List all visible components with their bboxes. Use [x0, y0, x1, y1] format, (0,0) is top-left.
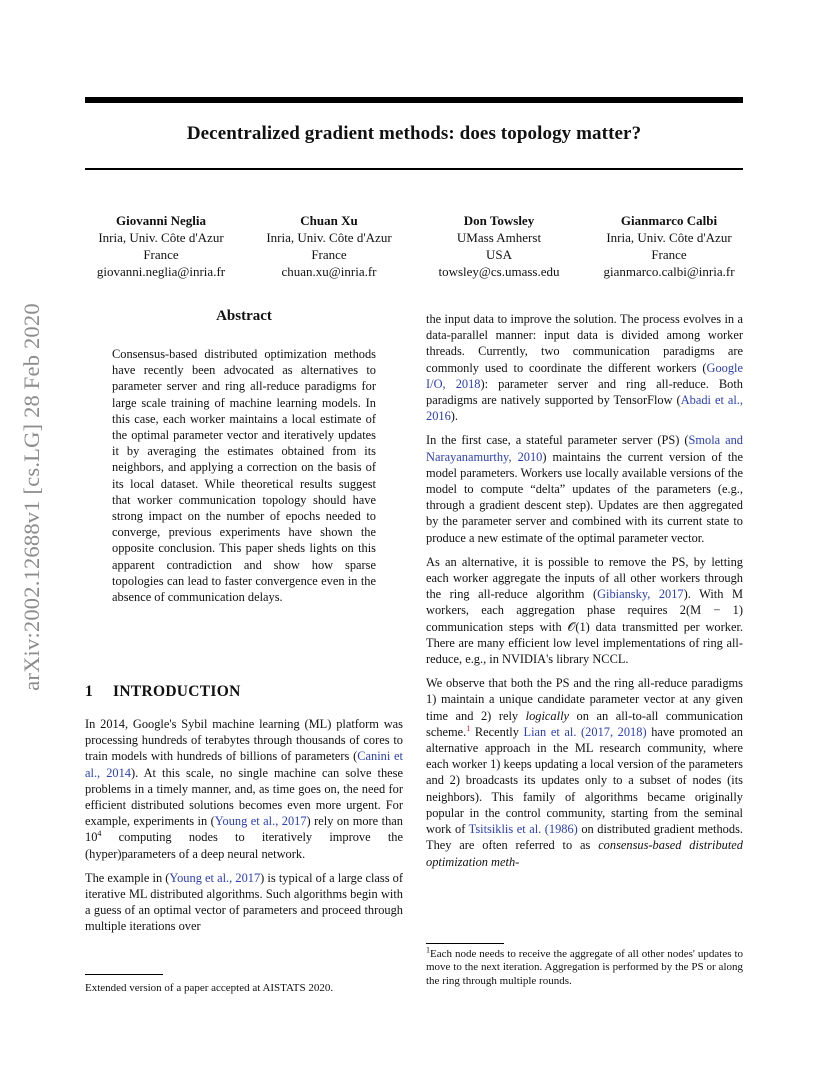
- paragraph: [426, 311, 743, 424]
- author-email: towsley@cs.umass.edu: [438, 264, 560, 279]
- text-run: ) is typical of a large class of iterative ML distributed algorithms. Such algorithms begin with a guess of an optimal vector of parameters and proceed through multiple iterations over: [85, 870, 403, 934]
- author-affiliation: Inria, Univ. Côte d'Azur: [266, 230, 392, 245]
- left-column-body: [85, 716, 403, 943]
- author-name: Don Towsley: [463, 213, 535, 228]
- author-country: France: [143, 247, 179, 262]
- text-run: ).: [450, 409, 459, 424]
- citation-link[interactable]: Google I/O, 2018: [426, 360, 743, 391]
- right-column-body: [426, 311, 743, 878]
- emphasis: consensus-based distributed optimization meth-: [426, 838, 743, 869]
- section-title: INTRODUCTION: [113, 683, 241, 700]
- abstract-heading: Abstract: [216, 308, 272, 324]
- footnote-right: [426, 945, 743, 988]
- text-run: As an alternative, it is possible to remove the PS, by letting each worker aggregate the inputs of all other workers through the ring all-reduce algorithm (: [426, 554, 743, 602]
- paper-title: Decentralized gradient methods: does topology matter?: [186, 123, 642, 144]
- author-block: [584, 212, 754, 280]
- text-run: on an all-to-all communication scheme.: [426, 708, 743, 739]
- text-run: We observe that both the PS and the ring all-reduce paradigms 1) maintain a unique candidate parameter vector at any given time and 2) rely: [426, 676, 743, 723]
- paragraph: [85, 870, 403, 935]
- footnote-left: Extended version of a paper accepted at AISTATS 2020.: [85, 982, 334, 994]
- section-number: 1: [85, 683, 94, 700]
- author-email: chuan.xu@inria.fr: [281, 264, 377, 279]
- citation-link[interactable]: Abadi et al., 2016: [426, 393, 743, 424]
- footnote-number: 1: [426, 945, 430, 955]
- author-name: Giovanni Neglia: [116, 213, 206, 228]
- author-name: Gianmarco Calbi: [620, 213, 718, 228]
- citation-link[interactable]: Lian et al. (2017, 2018): [523, 724, 647, 739]
- author-affiliation: UMass Amherst: [456, 230, 542, 245]
- author-affiliation: Inria, Univ. Côte d'Azur: [98, 230, 224, 245]
- citation-link[interactable]: Young et al., 2017: [214, 814, 307, 829]
- footnote-rule: [85, 974, 163, 975]
- title-top-rule: [85, 97, 743, 103]
- citation-link[interactable]: Gibiansky, 2017: [597, 587, 684, 602]
- abstract-text: Consensus-based distributed optimization methods have recently been advocated as alternatives to parameter server and ring all-reduce paradigms for large scale training of machine learning models. In this case, each worker maintains a local estimate of the optimal parameter vector and iteratively updates it by averaging the estimates obtained from its neighbors, and applying a correction on the basis of its local dataset. While theoretical results suggest that worker communication topology should have strong impact on the number of epochs needed to converge, previous experiments have shown the opposite conclusion. This paper sheds lights on this apparent contradiction and show how sparse topologies can lead to faster convergence even in the absence of communication delays.: [112, 347, 376, 605]
- text-run: ): parameter server and ring all-reduce. Both paradigms are natively supported by TensorFlow (: [426, 376, 743, 408]
- paragraph: [426, 432, 743, 545]
- text-run: In 2014, Google's Sybil machine learning (ML) platform was processing hundreds of terabytes through thousands of cores to train models with hundreds of billions of parameters (: [85, 717, 403, 764]
- text-run: ). At this scale, no single machine can solve these problems in a timely manner, and, as time goes on, the need for efficient distributed solutions becomes even more urgent. For example, experiments in (: [85, 765, 403, 829]
- paragraph: [85, 716, 403, 862]
- text-run: on distributed gradient methods. They are often referred to as: [426, 822, 743, 853]
- author-email: gianmarco.calbi@inria.fr: [603, 264, 735, 279]
- superscript: 4: [97, 829, 102, 839]
- text-run: In the first case, a stateful parameter server (PS) (: [426, 433, 689, 448]
- author-affiliation: Inria, Univ. Côte d'Azur: [606, 230, 732, 245]
- footnote-rule: [426, 943, 504, 944]
- emphasis: logically: [525, 708, 570, 723]
- text-run: have promoted an alternative approach in the ML research community, where each worker 1) keeps updating a local version of the parameters and 2) broadcasts its updates only to a subset of nodes (its neighbors). This family of algorithms became originally popular in the control community, starting from the seminal work of: [426, 724, 743, 837]
- author-email: giovanni.neglia@inria.fr: [96, 264, 226, 279]
- citation-link[interactable]: Canini et al., 2014: [85, 749, 403, 780]
- section-heading: [85, 683, 241, 701]
- author-block: [424, 212, 574, 280]
- citation-link[interactable]: Tsitsiklis et al. (1986): [468, 822, 578, 837]
- author-name: Chuan Xu: [300, 213, 358, 228]
- text-run: ) rely on more than 10: [85, 814, 403, 845]
- text-run: ) maintains the current version of the model parameters. Workers use locally available versions of the model to compute “delta” updates of the parameters (e.g., through a gradient descent step). Updates are then aggregated by the parameter server and combined with its current state to produce a new estimate of the optimal parameter vector.: [426, 449, 743, 545]
- title-bottom-rule: [85, 168, 743, 170]
- text-run: The example in (: [85, 870, 170, 885]
- paragraph: [426, 554, 743, 667]
- footnote-marker[interactable]: 1: [466, 723, 471, 733]
- arxiv-sidebar: [8, 288, 56, 706]
- footnote-text: Each node needs to receive the aggregate of all other nodes' updates to move to the next iteration. Aggregation is performed by the PS or along the ring through multiple rounds.: [426, 948, 743, 987]
- text-run: Recently: [470, 724, 524, 739]
- citation-link[interactable]: Smola and Narayanamurthy, 2010: [426, 433, 743, 464]
- paragraph: [426, 675, 743, 869]
- author-country: USA: [485, 247, 512, 262]
- author-block: [76, 212, 246, 280]
- arxiv-identifier: arXiv:2002.12688v1 [cs.LG] 28 Feb 2020: [19, 303, 44, 691]
- text-run: computing nodes to iteratively improve the (hyper)parameters of a deep neural network.: [85, 830, 403, 861]
- author-country: France: [651, 247, 687, 262]
- citation-link[interactable]: Young et al., 2017: [169, 870, 261, 885]
- text-run: ). With M workers, each aggregation phase requires 2(M − 1) communication steps with 𝒪(1) data transmitted per worker. There are many efficient low level implementations of ring all-reduce, e.g., in NVIDIA's library NCCL.: [426, 587, 743, 667]
- text-run: the input data to improve the solution. The process evolves in a data-parallel manner: input data is divided among worker threads. Currently, two communication paradigms are commonly used to coordinate the different workers (: [426, 312, 743, 375]
- author-country: France: [311, 247, 347, 262]
- author-block: [248, 212, 410, 280]
